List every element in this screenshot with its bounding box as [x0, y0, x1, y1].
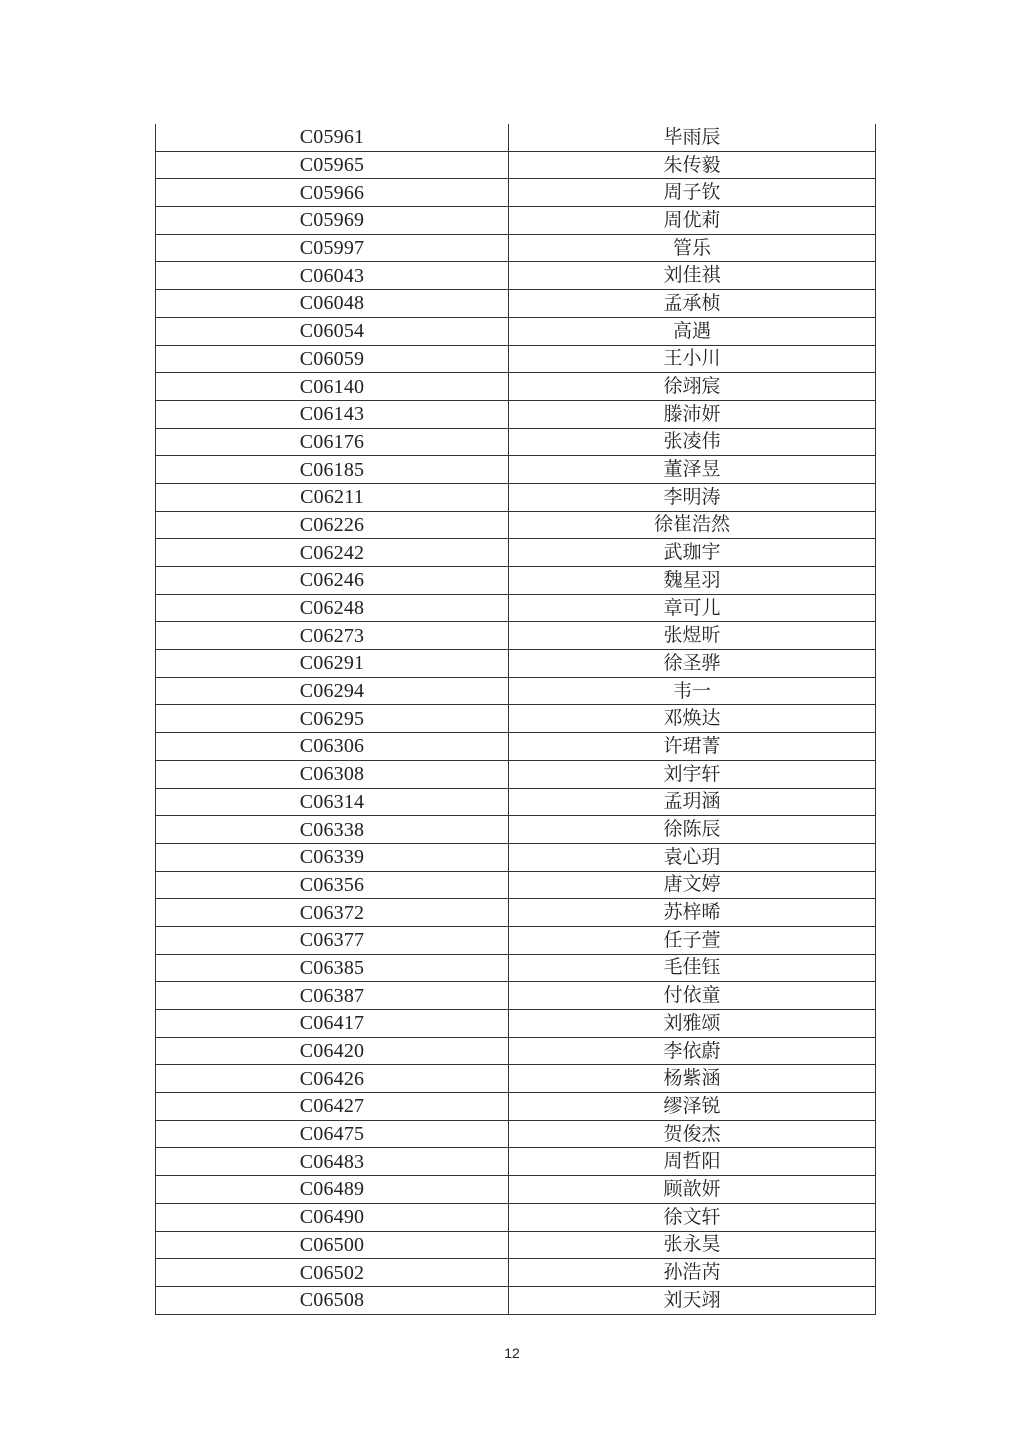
table-row	[156, 511, 876, 539]
candidate-name-cell: 任子萱	[509, 926, 876, 954]
candidate-id-cell: C05997	[156, 234, 509, 262]
table-row	[156, 539, 876, 567]
table-row	[156, 1093, 876, 1121]
candidate-name-cell: 孟玥涵	[509, 788, 876, 816]
candidate-id-cell: C06426	[156, 1065, 509, 1093]
candidate-name-cell: 缪泽锐	[509, 1093, 876, 1121]
candidate-id-cell: C06242	[156, 539, 509, 567]
table-row	[156, 1203, 876, 1231]
candidate-id-cell: C06176	[156, 428, 509, 456]
candidate-name-cell: 孙浩芮	[509, 1259, 876, 1287]
table-row	[156, 262, 876, 290]
table-row	[156, 1010, 876, 1038]
candidate-name-cell: 许珺菁	[509, 733, 876, 761]
candidate-id-cell: C06387	[156, 982, 509, 1010]
table-row	[156, 677, 876, 705]
candidate-name-cell: 毛佳钰	[509, 954, 876, 982]
candidate-name-cell: 高遇	[509, 317, 876, 345]
candidate-id-cell: C06306	[156, 733, 509, 761]
table-row	[156, 650, 876, 678]
table-row	[156, 954, 876, 982]
table-row	[156, 234, 876, 262]
candidate-id-cell: C06294	[156, 677, 509, 705]
table-row	[156, 151, 876, 179]
candidate-name-cell: 苏梓晞	[509, 899, 876, 927]
candidate-id-cell: C06420	[156, 1037, 509, 1065]
candidate-id-cell: C06314	[156, 788, 509, 816]
candidate-id-cell: C06308	[156, 760, 509, 788]
candidate-id-cell: C06417	[156, 1010, 509, 1038]
table-row	[156, 982, 876, 1010]
table-row	[156, 179, 876, 207]
table-row	[156, 456, 876, 484]
candidate-id-cell: C06385	[156, 954, 509, 982]
table-row	[156, 317, 876, 345]
candidate-name-cell: 刘佳祺	[509, 262, 876, 290]
candidate-id-cell: C06291	[156, 650, 509, 678]
table-row	[156, 705, 876, 733]
candidate-name-cell: 周子钦	[509, 179, 876, 207]
candidate-name-cell: 张煜昕	[509, 622, 876, 650]
candidate-name-cell: 朱传毅	[509, 151, 876, 179]
table-row	[156, 124, 876, 151]
candidate-name-cell: 滕沛妍	[509, 400, 876, 428]
candidate-id-cell: C06054	[156, 317, 509, 345]
candidate-id-cell: C06048	[156, 290, 509, 318]
candidate-id-cell: C06143	[156, 400, 509, 428]
candidate-name-cell: 杨紫涵	[509, 1065, 876, 1093]
table-row	[156, 290, 876, 318]
table-row	[156, 373, 876, 401]
table-row	[156, 733, 876, 761]
candidate-name-cell: 周哲阳	[509, 1148, 876, 1176]
candidate-id-cell: C06489	[156, 1176, 509, 1204]
table-row	[156, 622, 876, 650]
candidate-id-cell: C06490	[156, 1203, 509, 1231]
candidate-id-cell: C06339	[156, 843, 509, 871]
candidate-id-cell: C06226	[156, 511, 509, 539]
candidate-id-cell: C05966	[156, 179, 509, 207]
table-row	[156, 871, 876, 899]
candidate-name-cell: 徐崔浩然	[509, 511, 876, 539]
table-row	[156, 345, 876, 373]
table-row	[156, 926, 876, 954]
table-row	[156, 207, 876, 235]
table-row	[156, 400, 876, 428]
candidate-name-cell: 刘雅颂	[509, 1010, 876, 1038]
candidate-id-cell: C05961	[156, 124, 509, 151]
candidate-name-cell: 董泽昱	[509, 456, 876, 484]
table-row	[156, 483, 876, 511]
candidate-id-cell: C06059	[156, 345, 509, 373]
candidate-id-cell: C06043	[156, 262, 509, 290]
candidate-id-cell: C06211	[156, 483, 509, 511]
candidate-id-cell: C06356	[156, 871, 509, 899]
table-row	[156, 1148, 876, 1176]
candidate-name-cell: 付依童	[509, 982, 876, 1010]
table-row	[156, 1037, 876, 1065]
candidate-name-cell: 徐翊宸	[509, 373, 876, 401]
candidate-name-cell: 唐文婷	[509, 871, 876, 899]
candidate-name-cell: 邓焕达	[509, 705, 876, 733]
table-row	[156, 1231, 876, 1259]
candidate-name-cell: 毕雨辰	[509, 124, 876, 151]
candidate-id-cell: C06140	[156, 373, 509, 401]
candidate-id-cell: C06483	[156, 1148, 509, 1176]
candidate-id-cell: C06273	[156, 622, 509, 650]
candidate-name-cell: 章可儿	[509, 594, 876, 622]
candidate-id-cell: C06500	[156, 1231, 509, 1259]
candidate-name-cell: 韦一	[509, 677, 876, 705]
candidate-name-cell: 徐文轩	[509, 1203, 876, 1231]
table-row	[156, 1065, 876, 1093]
candidate-name-cell: 孟承桢	[509, 290, 876, 318]
candidate-id-cell: C06372	[156, 899, 509, 927]
roster-table	[155, 124, 876, 1315]
candidate-name-cell: 魏星羽	[509, 567, 876, 595]
candidate-name-cell: 刘天翊	[509, 1286, 876, 1314]
candidate-id-cell: C06502	[156, 1259, 509, 1287]
candidate-id-cell: C06377	[156, 926, 509, 954]
table-row	[156, 428, 876, 456]
table-row	[156, 899, 876, 927]
table-row	[156, 843, 876, 871]
roster-table-body	[156, 124, 876, 1314]
candidate-id-cell: C05965	[156, 151, 509, 179]
candidate-name-cell: 刘宇轩	[509, 760, 876, 788]
candidate-id-cell: C06508	[156, 1286, 509, 1314]
candidate-name-cell: 贺俊杰	[509, 1120, 876, 1148]
page-number: 12	[504, 1345, 520, 1361]
candidate-name-cell: 张永昊	[509, 1231, 876, 1259]
candidate-id-cell: C05969	[156, 207, 509, 235]
table-row	[156, 816, 876, 844]
candidate-name-cell: 管乐	[509, 234, 876, 262]
table-row	[156, 1259, 876, 1287]
candidate-name-cell: 徐圣骅	[509, 650, 876, 678]
candidate-name-cell: 李依蔚	[509, 1037, 876, 1065]
table-row	[156, 760, 876, 788]
candidate-id-cell: C06246	[156, 567, 509, 595]
candidate-name-cell: 张凌伟	[509, 428, 876, 456]
candidate-id-cell: C06338	[156, 816, 509, 844]
candidate-id-cell: C06295	[156, 705, 509, 733]
table-row	[156, 1286, 876, 1314]
table-row	[156, 1176, 876, 1204]
candidate-id-cell: C06427	[156, 1093, 509, 1121]
candidate-name-cell: 王小川	[509, 345, 876, 373]
table-row	[156, 1120, 876, 1148]
table-row	[156, 594, 876, 622]
candidate-id-cell: C06475	[156, 1120, 509, 1148]
candidate-name-cell: 周优莉	[509, 207, 876, 235]
candidate-name-cell: 顾歆妍	[509, 1176, 876, 1204]
table-row	[156, 567, 876, 595]
candidate-name-cell: 袁心玥	[509, 843, 876, 871]
candidate-name-cell: 武珈宇	[509, 539, 876, 567]
table-row	[156, 788, 876, 816]
candidate-id-cell: C06185	[156, 456, 509, 484]
candidate-name-cell: 李明涛	[509, 483, 876, 511]
candidate-id-cell: C06248	[156, 594, 509, 622]
candidate-name-cell: 徐陈辰	[509, 816, 876, 844]
